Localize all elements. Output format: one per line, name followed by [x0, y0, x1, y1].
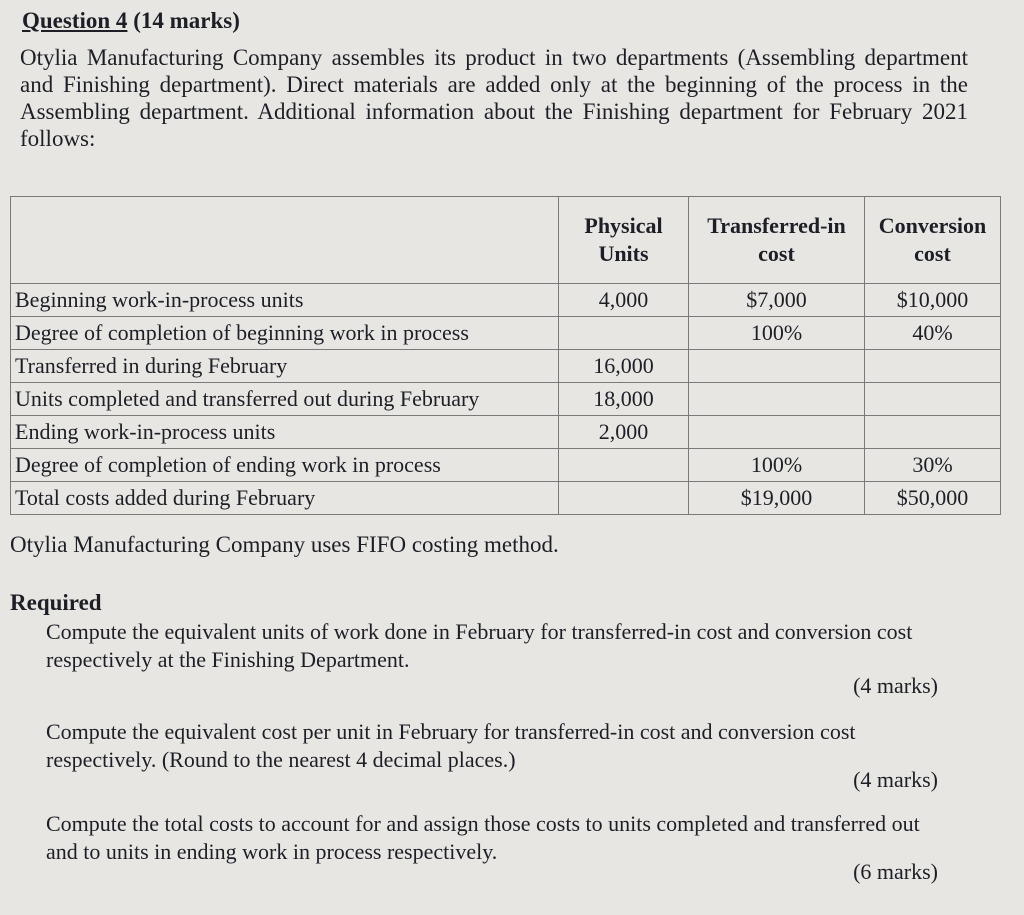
item-marks: (6 marks)	[853, 859, 938, 884]
conversion-value: 40%	[865, 317, 1001, 350]
row-label: Ending work-in-process units	[11, 416, 559, 449]
table-row	[11, 383, 1001, 416]
question-marks: (14 marks)	[133, 8, 240, 33]
costing-method-note: Otylia Manufacturing Company uses FIFO costing method.	[10, 532, 559, 557]
transferred-in-value: $19,000	[689, 482, 865, 515]
required-item-b	[8, 718, 958, 794]
physical-units-value	[559, 449, 689, 482]
row-label: Transferred in during February	[11, 350, 559, 383]
item-label	[8, 718, 46, 746]
transferred-in-value: $7,000	[689, 284, 865, 317]
item-text: Compute the equivalent units of work done in February for transferred-in cost and conversion cost respectively at the Finishing Department.	[46, 619, 913, 672]
conversion-value: 30%	[865, 449, 1001, 482]
table-row	[11, 284, 1001, 317]
conversion-value: $50,000	[865, 482, 1001, 515]
header-physical-units: Physical Units	[559, 197, 689, 284]
item-text: Compute the equivalent cost per unit in February for transferred-in cost and conversion cost respectively. (Round to the nearest 4 decimal places.)	[46, 719, 856, 772]
physical-units-value	[559, 317, 689, 350]
row-label: Degree of completion of ending work in process	[11, 449, 559, 482]
header-conversion-cost: Conversion cost	[865, 197, 1001, 284]
table-header-row	[11, 197, 1001, 284]
required-item-a	[8, 618, 958, 700]
conversion-value	[865, 383, 1001, 416]
physical-units-value: 2,000	[559, 416, 689, 449]
transferred-in-value	[689, 416, 865, 449]
row-label: Beginning work-in-process units	[11, 284, 559, 317]
physical-units-value: 16,000	[559, 350, 689, 383]
physical-units-value: 4,000	[559, 284, 689, 317]
row-label: Total costs added during February	[11, 482, 559, 515]
question-number: Question 4	[22, 8, 128, 33]
physical-units-value: 18,000	[559, 383, 689, 416]
item-marks: (4 marks)	[853, 673, 938, 698]
item-label	[8, 810, 46, 838]
conversion-value	[865, 350, 1001, 383]
table-row	[11, 416, 1001, 449]
transferred-in-value: 100%	[689, 317, 865, 350]
item-label	[8, 618, 46, 646]
header-transferred-in-cost: Transferred-in cost	[689, 197, 865, 284]
finishing-department-table	[10, 196, 1001, 515]
row-label: Units completed and transferred out during February	[11, 383, 559, 416]
required-heading: Required	[10, 590, 102, 615]
item-text: Compute the total costs to account for and assign those costs to units completed and transferred out and to units in ending work in process respectively.	[46, 811, 920, 864]
table-row	[11, 350, 1001, 383]
header-empty-cell	[11, 197, 559, 284]
item-marks: (4 marks)	[853, 767, 938, 792]
row-label: Degree of completion of beginning work in process	[11, 317, 559, 350]
physical-units-value	[559, 482, 689, 515]
question-intro: Otylia Manufacturing Company assembles its product in two departments (Assembling department and Finishing department). Direct materials are added only at the beginning of the process in the Assembling department. Additional information about the Finishing department for February 2021 follows:	[20, 45, 968, 151]
transferred-in-value	[689, 383, 865, 416]
conversion-value: $10,000	[865, 284, 1001, 317]
required-item-c	[8, 810, 958, 886]
transferred-in-value	[689, 350, 865, 383]
conversion-value	[865, 416, 1001, 449]
table-row	[11, 482, 1001, 515]
table-row	[11, 317, 1001, 350]
question-title	[22, 8, 240, 34]
table-row	[11, 449, 1001, 482]
transferred-in-value: 100%	[689, 449, 865, 482]
